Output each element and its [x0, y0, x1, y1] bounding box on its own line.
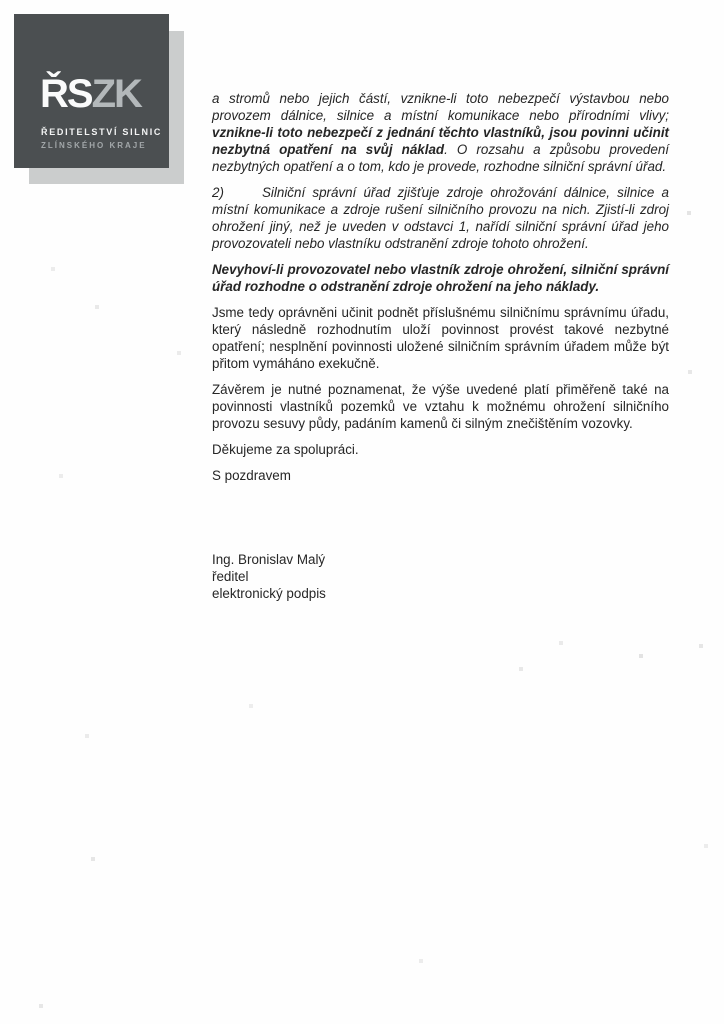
org-name-line2: ZLÍNSKÉHO KRAJE — [41, 141, 147, 150]
paragraph-1-bold-text: vznikne-li toto nebezpečí z jednání těchto vlastníků, jsou povinni učinit nezbytná opatření na svůj náklad — [212, 125, 669, 157]
signature-block — [212, 551, 669, 602]
valediction: S pozdravem — [212, 468, 291, 483]
paragraph-1-text: a stromů nebo jejich částí, vznikne-li toto nebezpečí výstavbou nebo provozem dálnice, silnice a místní komunikace nebo přírodními vlivy; — [212, 91, 669, 123]
signatory-title: ředitel — [212, 569, 249, 584]
paragraph-2-number: 2) — [212, 185, 224, 200]
wordmark-rs: ŘS — [40, 72, 92, 116]
wordmark-zk: ZK — [91, 72, 141, 116]
org-logo — [14, 14, 169, 168]
closing-line: Děkujeme za spolupráci. — [212, 442, 359, 457]
paragraph-2-text: Silniční správní úřad zjišťuje zdroje ohrožování dálnice, silnice a místní komunikace a zdroje rušení silničního provozu na nich. Zjistí-li zdroj ohrožení jiný, než je uveden v odstavci 1, nařídí silniční správní úřad jeho provozovateli nebo vlastníku odstranění zdroje tohoto ohrožení. — [212, 185, 669, 251]
paragraph-5: Závěrem je nutné poznamenat, že výše uvedené platí přiměřeně také na povinnosti vlastníků pozemků ve vztahu k možnému ohrožení silničního provozu sesuvy půdy, padáním kamenů či silným znečištěním vozovky. — [212, 382, 669, 431]
paragraph-4: Jsme tedy oprávněni učinit podnět příslušnému silničnímu správnímu úřadu, který následně rozhodnutím uloží povinnost provést takové nezbytné opatření; nesplnění povinnosti uložené silničním správním úřadem může být přitom vymáháno exekučně. — [212, 305, 669, 371]
paragraph-3: Nevyhoví-li provozovatel nebo vlastník zdroje ohrožení, silniční správní úřad rozhodne o odstranění zdroje ohrožení na jeho náklady. — [212, 262, 669, 294]
paragraph-1 — [212, 90, 669, 175]
org-name-line1: ŘEDITELSTVÍ SILNIC — [41, 127, 163, 137]
scan-noise — [0, 0, 2, 2]
letter-body — [212, 90, 669, 602]
rszk-wordmark — [40, 74, 141, 114]
paragraph-1-closing-text: . O rozsahu a způsobu provedení nezbytných opatření a o tom, kdo je provede, rozhodne silniční správní úřad. — [212, 142, 669, 174]
paragraph-2 — [212, 184, 669, 252]
signatory-name: Ing. Bronislav Malý — [212, 552, 326, 567]
signature-note: elektronický podpis — [212, 586, 326, 601]
